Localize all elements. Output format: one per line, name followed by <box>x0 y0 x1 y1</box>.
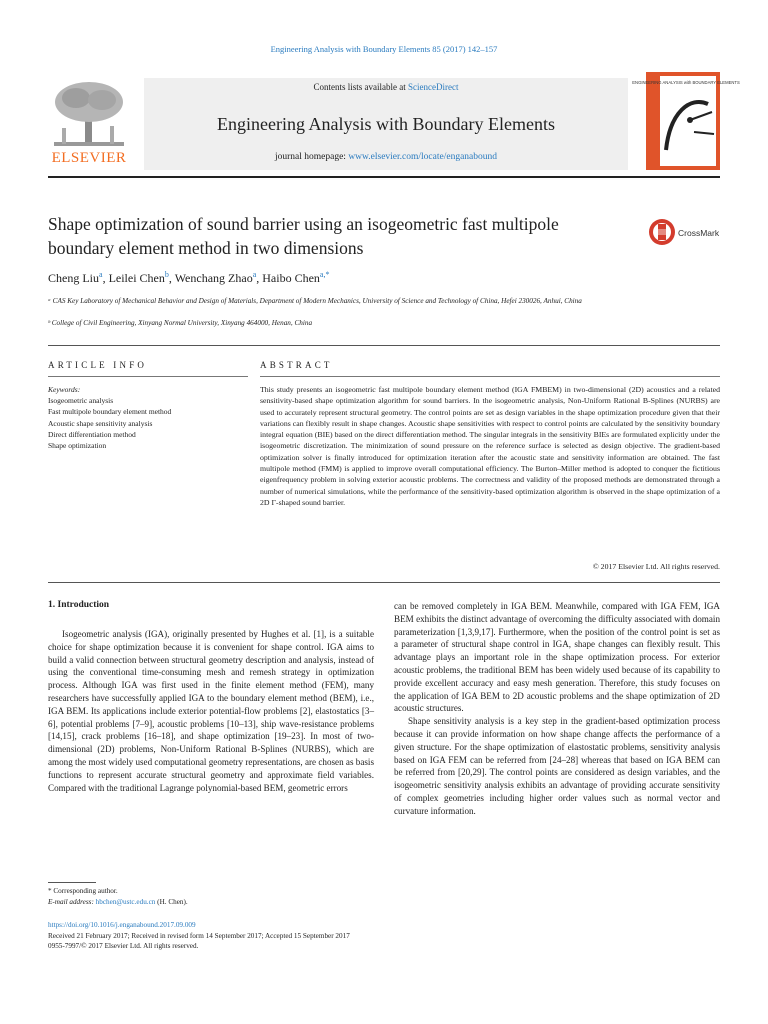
keyword-item: Direct differentiation method <box>48 429 136 439</box>
journal-cover-image <box>632 72 740 170</box>
abstract-heading: ABSTRACT <box>260 360 333 370</box>
keywords-block <box>48 384 248 451</box>
email-suffix: (H. Chen). <box>155 898 188 906</box>
received-dates: Received 21 February 2017; Received in revised form 14 September 2017; Accepted 15 September 2017 <box>48 931 350 940</box>
author-4[interactable]: Haibo Chen$^{a,*}$ <box>262 270 330 285</box>
keyword-item: Shape optimization <box>48 441 107 451</box>
footnote-rule <box>48 882 96 883</box>
author-1[interactable]: Cheng Liu$^a$ <box>48 270 103 285</box>
article-info-heading: ARTICLE INFO <box>48 360 148 370</box>
intro-paragraph-2: Shape sensitivity analysis is a key step in the gradient-based optimization process because it can provide information on how shape change affects the performance of a given structure. For the shape optimization of elastostatic problems, sensitivity analysis based on IGA FEM can be referred from [24–28] whereas that based on IGA BEM can be referred from [20,29]. The control points are considered as design variables, and the isogeometric sensitivity analysis exhibits an advantage of providing accurate sensitivity of complex geometries including higher order values such as normal vector and curvature information. <box>394 716 720 816</box>
email-link[interactable]: hbchen@ustc.edu.cn <box>95 898 156 906</box>
cover-title-text: ENGINEERING ANALYSIS with BOUNDARY ELEMENTS <box>632 80 740 85</box>
intro-paragraph-1: Isogeometric analysis (IGA), originally presented by Hughes et al. [1], is a suitable choice for shape optimization because it is convenient for shape control. IGA aims to build a valid connection between structural geometry description and analysis, instead of using the conventional time-consuming mesh and remesh strategy in optimization process. Although IGA was first used in the finite element method (FEM), many researchers have successfully applied IGA to the boundary element method (BEM), i.e., IGA BEM. Its applications include exterior potential-flow problems [2], elastostatics [3–6], potential problems [7–9], acoustic problems [10–13], ship wave-resistance problems [14,15], crack problems [16–18], and shape optimization [19–23]. In most of two-dimensional (2D) problems, Non-Uniform Rational B-Splines (NURBS), which are among the most widely used computational geometry representations, are chosen as basis functions to represent accurate structural geometry and approximate field variables. Compared with the traditional Lagrange polynomial-based BEM, geometric errors <box>48 629 374 793</box>
header-rule <box>48 176 720 178</box>
email-footnote <box>48 897 188 908</box>
elsevier-logo-text: ELSEVIER <box>51 150 127 166</box>
author-list: Cheng Liu$^a$, Leilei Chen$^b$, Wenchang Zhao$^a$, Haibo Chen$^{a,*}$ <box>48 270 330 285</box>
affiliation-rule <box>48 345 720 346</box>
keyword-item: Isogeometric analysis <box>48 396 114 406</box>
contents-line <box>144 82 628 92</box>
paper-title: Shape optimization of sound barrier using an isogeometric fast multipole boundary element method in two dimensions <box>48 214 559 258</box>
affiliation-b: ᵇ College of Civil Engineering, Xinyang Normal University, Xinyang 464000, Henan, China <box>48 319 313 327</box>
issn-copyright: 0955-7997/© 2017 Elsevier Ltd. All rights reserved. <box>48 942 199 951</box>
contents-prefix: Contents lists available at <box>313 82 408 92</box>
keyword-item: Acoustic shape sensitivity analysis <box>48 418 153 428</box>
author-3[interactable]: Wenchang Zhao$^a$ <box>174 270 257 285</box>
affiliation-a: ᵃ CAS Key Laboratory of Mechanical Behavior and Design of Materials, Department of Modern Mechanics, University of Science and Technology of China, Hefei 230026, Anhui, China <box>48 297 582 305</box>
abstract-text: This study presents an isogeometric fast multipole boundary element method (IGA FMBEM) in two-dimensional (2D) acoustics and a related sensitivity-based shape optimization algorithm for sound barriers. In the isogeometric analysis, Non-Uniform Rational B-Splines (NURBS) are used to accurately represent structural geometry. The control points are set as design variables in the shape optimization procedure given that their variations can flexibly result in shape changes. Acoustic shape sensitivities with respect to control points are calculated by the sensitivity boundary integral equation (BIE) based on the direct differentiation method. The singular integrals in the sensitivity BIEs are formulated explicitly under the isogeometric discretization. The minimization of sound pressure on the reference surface is selected as design objective. The gradient-based optimization solver is finally introduced for optimization iteration after the acoustic state and sensitivity information are obtained. The fast multipole method (FMM) is applied to improve overall computational efficiency. The Burton–Miller method is adopted to conquer the fictitious eigenfrequency problem in solving exterior acoustic problems. The correctness and validity of the proposed methods are demonstrated through a number of numerical simulations, while the performance of the sensitivity-based optimization algorithm is observed in the shape optimization of a 2D Γ-shaped sound barrier. <box>260 385 720 507</box>
doi-link[interactable]: https://doi.org/10.1016/j.enganabound.2017.09.009 <box>48 921 196 929</box>
body-column-right <box>394 600 720 818</box>
article-info-rule <box>48 376 248 377</box>
email-label: E-mail address: <box>48 898 96 906</box>
homepage-prefix: journal homepage: <box>274 152 349 162</box>
abstract-rule <box>260 376 720 377</box>
crossmark-label: CrossMark <box>678 228 720 238</box>
corresponding-author-note: * Corresponding author. <box>48 887 118 895</box>
keywords-label: Keywords: <box>48 385 81 394</box>
body-column-left <box>48 628 374 794</box>
abstract-copyright: © 2017 Elsevier Ltd. All rights reserved. <box>592 562 720 571</box>
journal-homepage-line <box>144 152 628 162</box>
author-2[interactable]: Leilei Chen$^b$ <box>108 270 169 285</box>
journal-title: Engineering Analysis with Boundary Elements <box>217 114 555 134</box>
keyword-item: Fast multipole boundary element method <box>48 407 172 417</box>
publication-info <box>48 920 350 952</box>
crossmark-icon <box>648 218 678 248</box>
sciencedirect-link[interactable]: ScienceDirect <box>408 82 459 92</box>
crossmark-badge[interactable] <box>648 218 728 248</box>
abstract-bottom-rule <box>48 582 720 583</box>
journal-homepage-link[interactable]: www.elsevier.com/locate/enganabound <box>348 152 498 162</box>
journal-citation-link[interactable]: Engineering Analysis with Boundary Elements 85 (2017) 142–157 <box>270 44 498 54</box>
introduction-heading: 1. Introduction <box>48 600 110 610</box>
intro-paragraph-1-cont: can be removed completely in IGA BEM. Meanwhile, compared with IGA FEM, IGA BEM exhibits the distinct advantage of overcoming the difficulty associated with domain parameterization [1,3,9,17]. Furthermore, when the position of the control point is set as a parameter of structural shape control in IGA, shape changes can flexibly result. This advantage plays an important role in the shape optimization process. For exterior acoustic problems, the traditional BEM has been widely used because of its capability to provide excellent accuracy and easy mesh generation. Therefore, this study focuses on the application of IGA BEM to 2D acoustic problems and the shape optimization of 2D acoustic structures. <box>394 601 720 714</box>
